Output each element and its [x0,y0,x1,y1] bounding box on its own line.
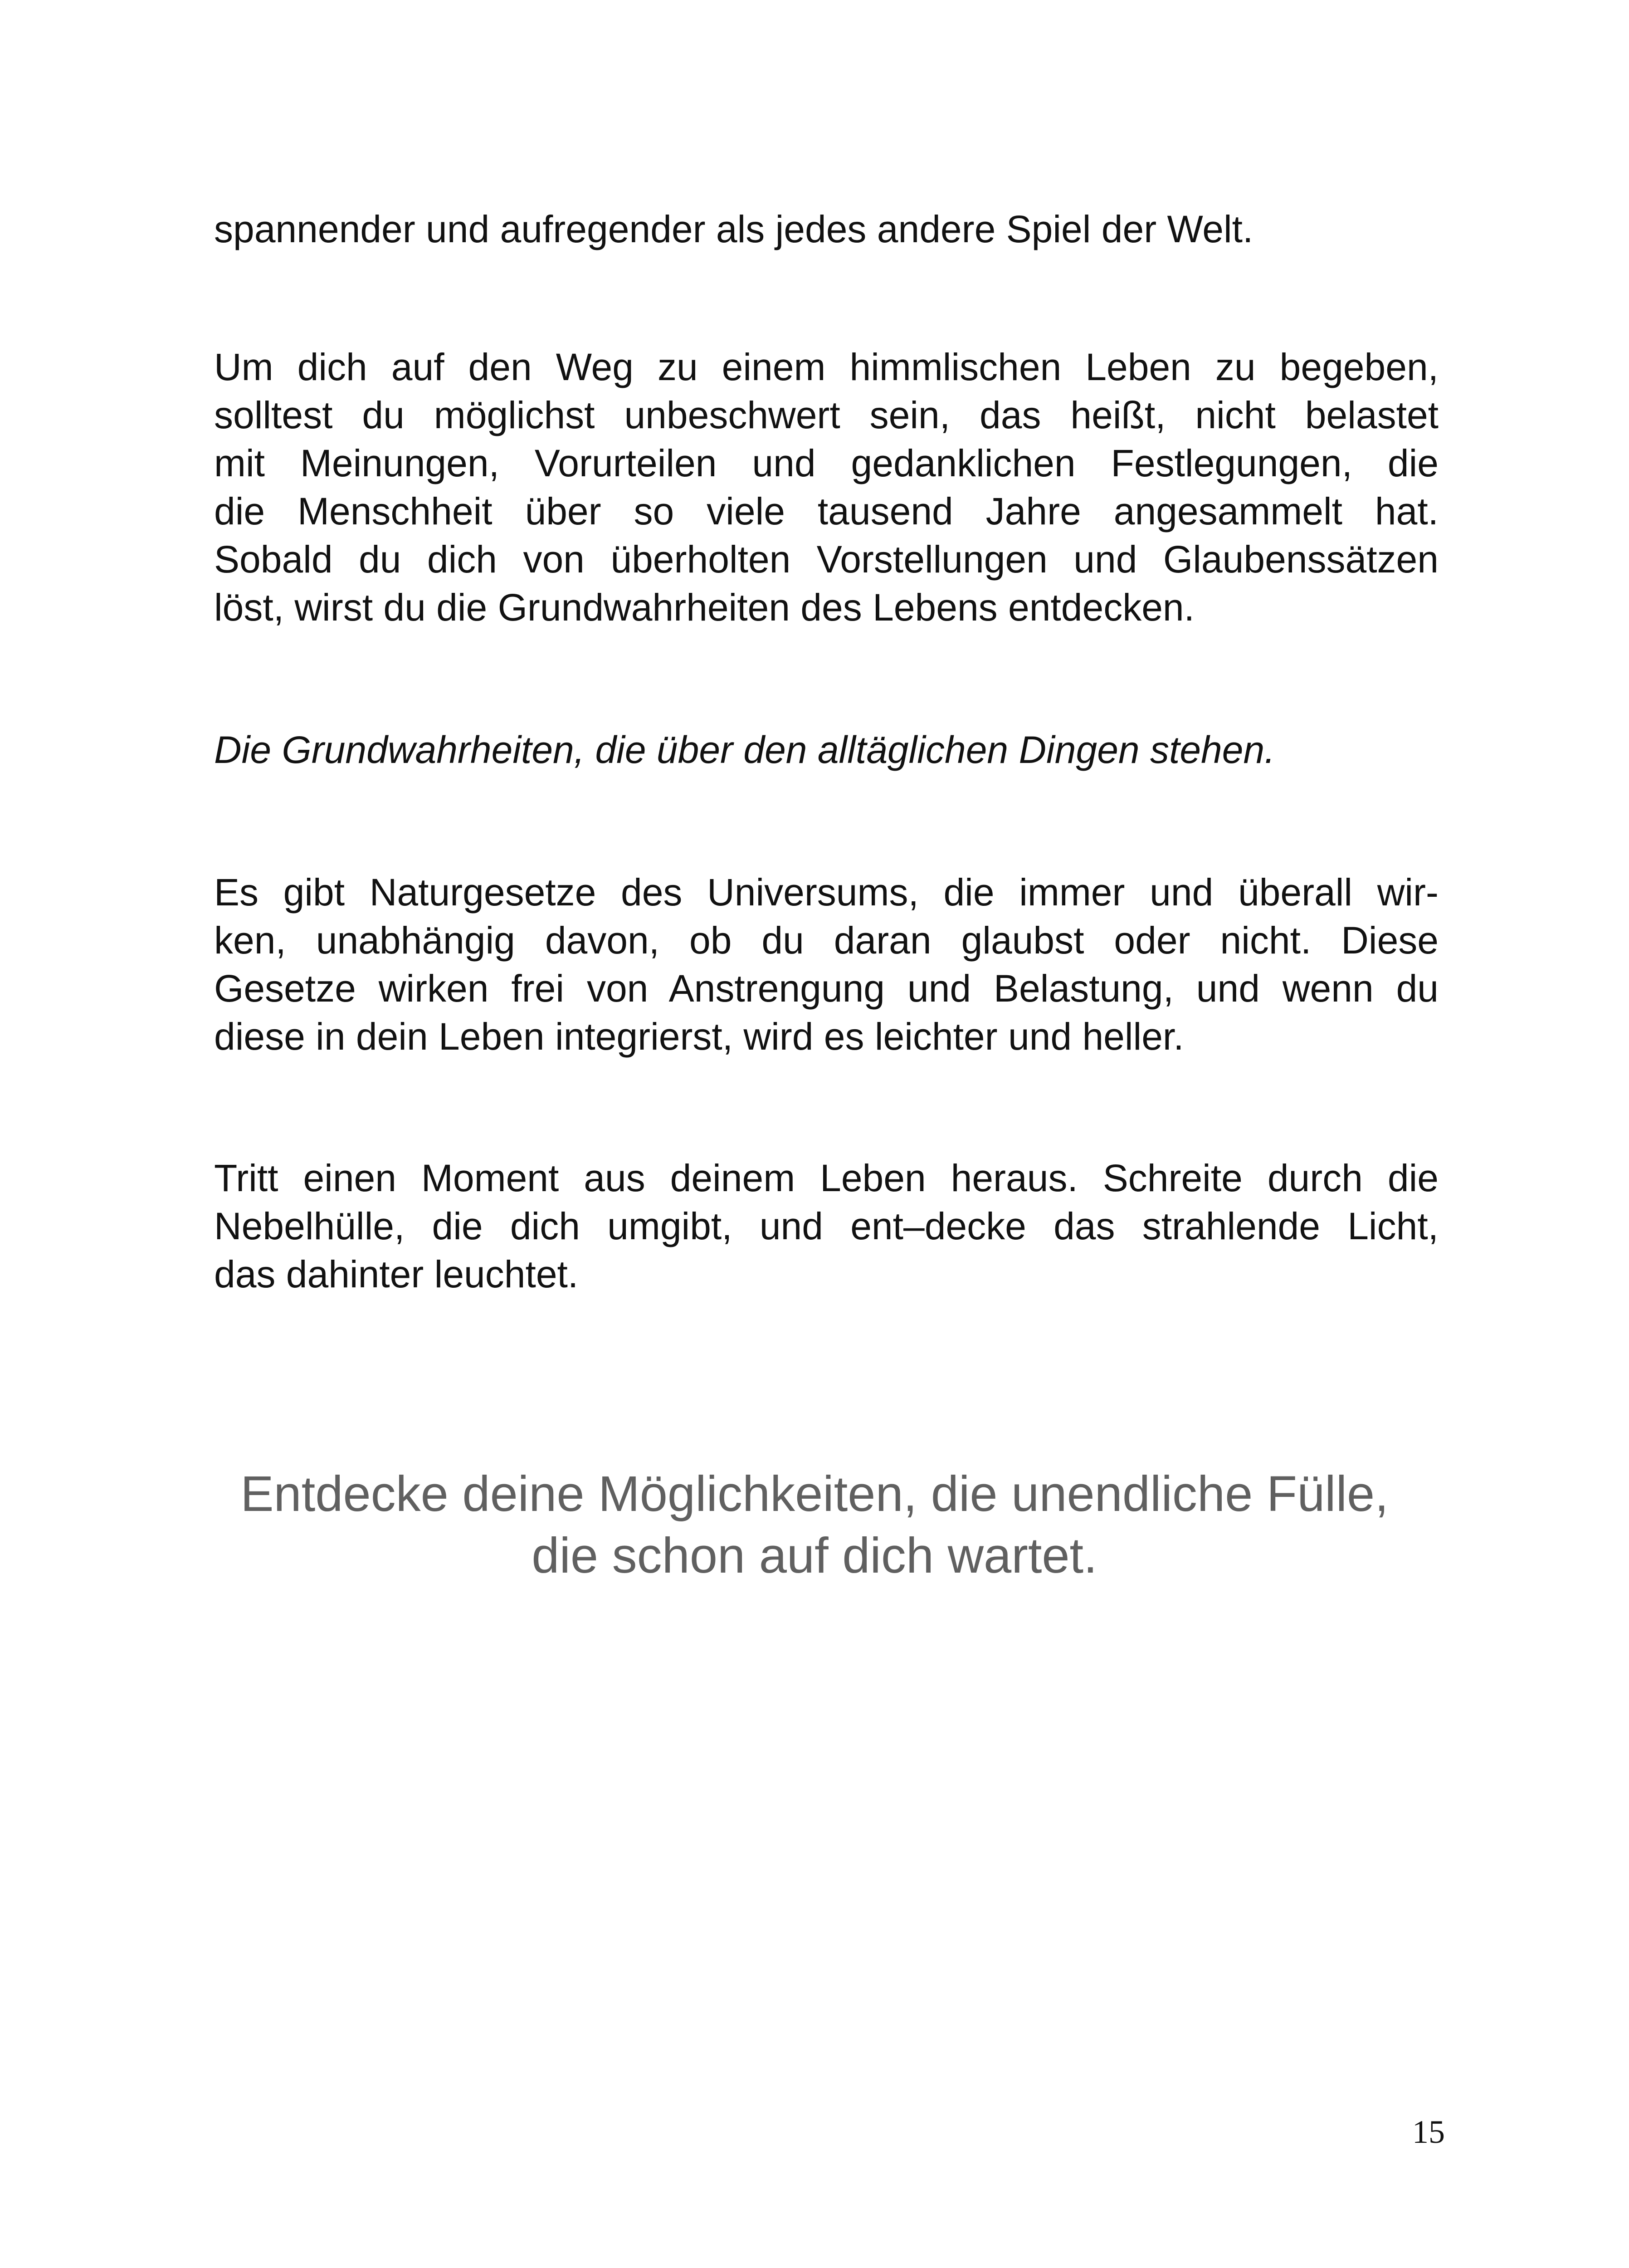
paragraph-line: das dahinter leuchtet. [214,1253,579,1295]
closing-line: die schon auf dich wartet. [532,1528,1097,1584]
paragraph-nebelhuelle [214,1154,1439,1298]
page-number: 15 [1412,2114,1445,2150]
paragraph-line: solltest du möglichst unbeschwert sein, das heißt, nicht belastet [214,394,1439,436]
paragraph-unbeschwert [214,343,1439,631]
paragraph-naturgesetze [214,868,1439,1061]
paragraph-line: ken, unabhängig davon, ob du daran glaubst oder nicht. Diese [214,919,1439,962]
paragraph-line: die Menschheit über so viele tausend Jahre angesammelt hat. [214,490,1439,533]
paragraph-line: spannender und aufregender als jedes andere Spiel der Welt. [214,208,1253,250]
paragraph-line: Es gibt Naturgesetze des Universums, die immer und überall wir- [214,871,1439,914]
closing-statement [0,1463,1629,1587]
paragraph-line: Um dich auf den Weg zu einem himmlischen Leben zu begeben, [214,346,1439,388]
paragraph-line: mit Meinungen, Vorurteilen und gedanklichen Festlegungen, die [214,442,1439,484]
paragraph-line: Tritt einen Moment aus deinem Leben heraus. Schreite durch die [214,1157,1439,1199]
closing-line: Entdecke deine Möglichkeiten, die unendliche Fülle, [240,1466,1389,1522]
paragraph-line: Nebelhülle, die dich umgibt, und ent–decke das strahlende Licht, [214,1205,1439,1247]
paragraph-line: Die Grundwahrheiten, die über den alltäglichen Dingen stehen. [214,728,1275,771]
paragraph-line: Sobald du dich von überholten Vorstellungen und Glaubenssätzen [214,538,1439,581]
paragraph-line: diese in dein Leben integrierst, wird es leichter und heller. [214,1015,1184,1058]
italic-statement [214,726,1439,774]
paragraph-continuation [214,205,1439,253]
paragraph-line: Gesetze wirken frei von Anstrengung und Belastung, und wenn du [214,967,1439,1010]
paragraph-line: löst, wirst du die Grundwahrheiten des Lebens entdecken. [214,586,1195,629]
